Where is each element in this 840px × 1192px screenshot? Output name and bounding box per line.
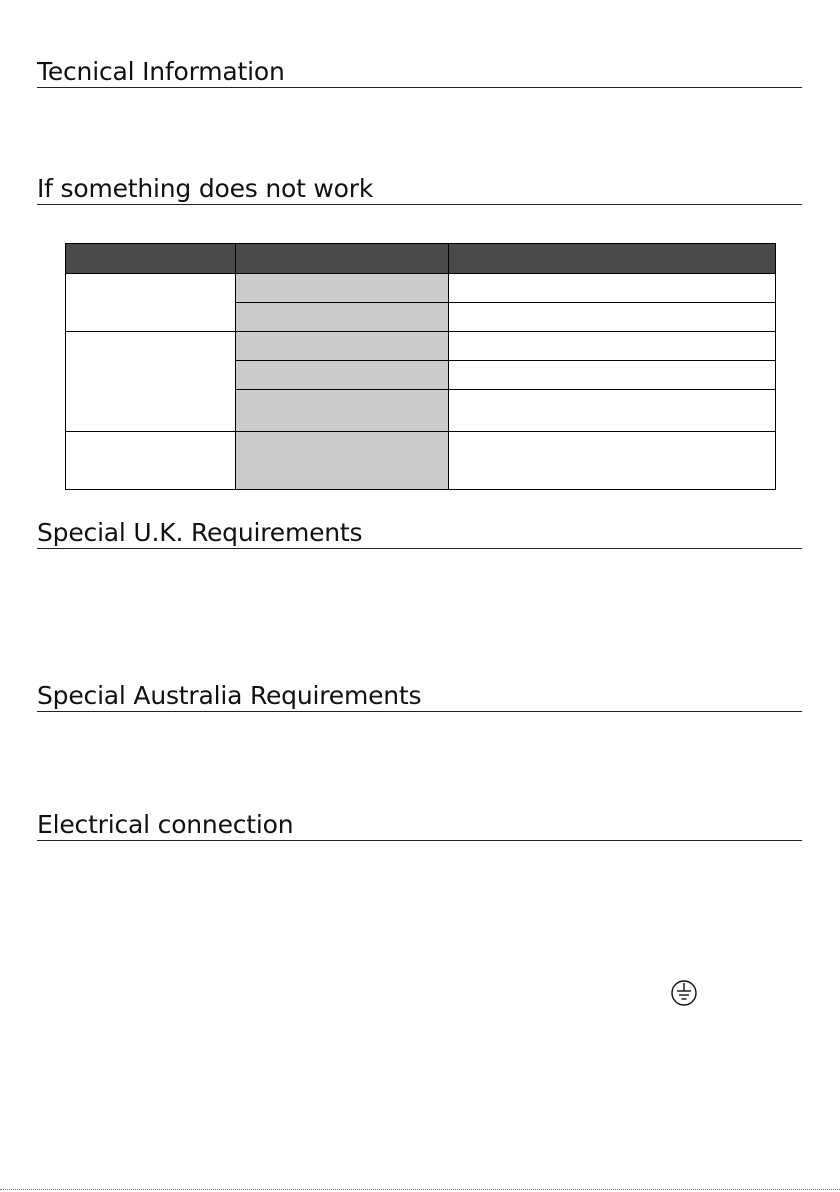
table-row	[66, 274, 776, 303]
header-cause	[236, 244, 449, 274]
table-row	[66, 332, 776, 361]
remedy-cell	[449, 390, 776, 432]
remedy-cell	[449, 303, 776, 332]
header-remedy	[449, 244, 776, 274]
table-row	[66, 432, 776, 490]
earth-ground-icon	[669, 978, 699, 1008]
cause-cell	[236, 390, 449, 432]
heading-electrical-connection: Electrical connection	[37, 810, 802, 841]
remedy-cell	[449, 274, 776, 303]
table-header-row	[66, 244, 776, 274]
remedy-cell	[449, 361, 776, 390]
problem-cell	[66, 432, 236, 490]
cause-cell	[236, 332, 449, 361]
header-problem	[66, 244, 236, 274]
heading-australia-requirements: Special Australia Requirements	[37, 681, 802, 712]
cause-cell	[236, 361, 449, 390]
remedy-cell	[449, 332, 776, 361]
problem-cell	[66, 274, 236, 332]
remedy-cell	[449, 432, 776, 490]
heading-uk-requirements: Special U.K. Requirements	[37, 518, 802, 549]
problem-cell	[66, 332, 236, 432]
heading-technical-information: Tecnical Information	[37, 57, 802, 88]
cause-cell	[236, 303, 449, 332]
heading-troubleshooting: If something does not work	[37, 174, 802, 205]
troubleshooting-table	[65, 243, 776, 490]
cause-cell	[236, 274, 449, 303]
page-bottom-divider	[0, 1189, 840, 1190]
cause-cell	[236, 432, 449, 490]
